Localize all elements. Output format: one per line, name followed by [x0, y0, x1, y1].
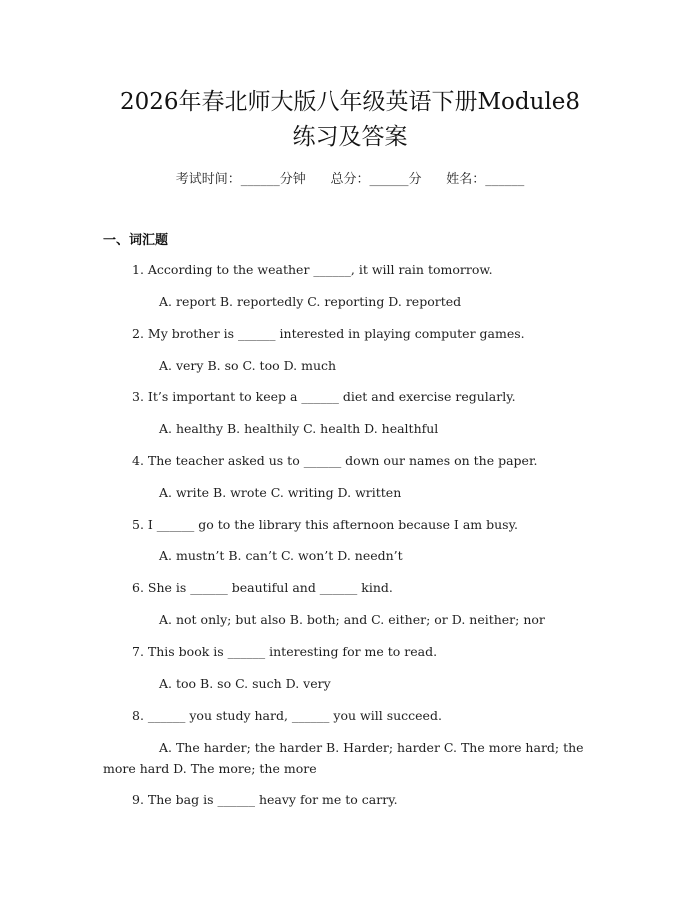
- document-title-line-1: 2026年春北师大版八年级英语下册Module8: [119, 89, 581, 115]
- question-7: 7. This book is ______ interesting for me to read.: [132, 644, 438, 659]
- section-heading: 一、词汇题: [103, 233, 169, 248]
- question-7-options: A. too B. so C. such D. very: [159, 676, 331, 691]
- question-5-options: A. mustn’t B. can’t C. won’t D. needn’t: [159, 548, 403, 563]
- question-8: 8. ______ you study hard, ______ you will succeed.: [132, 708, 442, 723]
- exam-meta-line: 考试时间：______分钟 总分：______分 姓名：______: [175, 172, 525, 187]
- question-2-options: A. very B. so C. too D. much: [159, 358, 337, 373]
- question-3-options: A. healthy B. healthily C. health D. healthful: [159, 421, 439, 436]
- question-4: 4. The teacher asked us to ______ down our names on the paper.: [132, 453, 538, 468]
- question-3: 3. It’s important to keep a ______ diet and exercise regularly.: [132, 389, 516, 404]
- document-title-line-2: 练习及答案: [292, 124, 408, 150]
- question-6: 6. She is ______ beautiful and ______ kind.: [132, 580, 393, 595]
- question-9: 9. The bag is ______ heavy for me to carry.: [132, 792, 398, 807]
- question-2: 2. My brother is ______ interested in playing computer games.: [132, 326, 525, 341]
- question-6-options: A. not only; but also B. both; and C. either; or D. neither; nor: [159, 612, 545, 627]
- question-8-options: A. The harder; the harder B. Harder; harder C. The more hard; the more hard D. The more; the more: [103, 740, 584, 776]
- question-4-options: A. write B. wrote C. writing D. written: [159, 485, 402, 500]
- question-1: 1. According to the weather ______, it will rain tomorrow.: [132, 262, 493, 277]
- question-1-options: A. report B. reportedly C. reporting D. reported: [159, 294, 462, 309]
- question-5: 5. I ______ go to the library this afternoon because I am busy.: [132, 517, 518, 532]
